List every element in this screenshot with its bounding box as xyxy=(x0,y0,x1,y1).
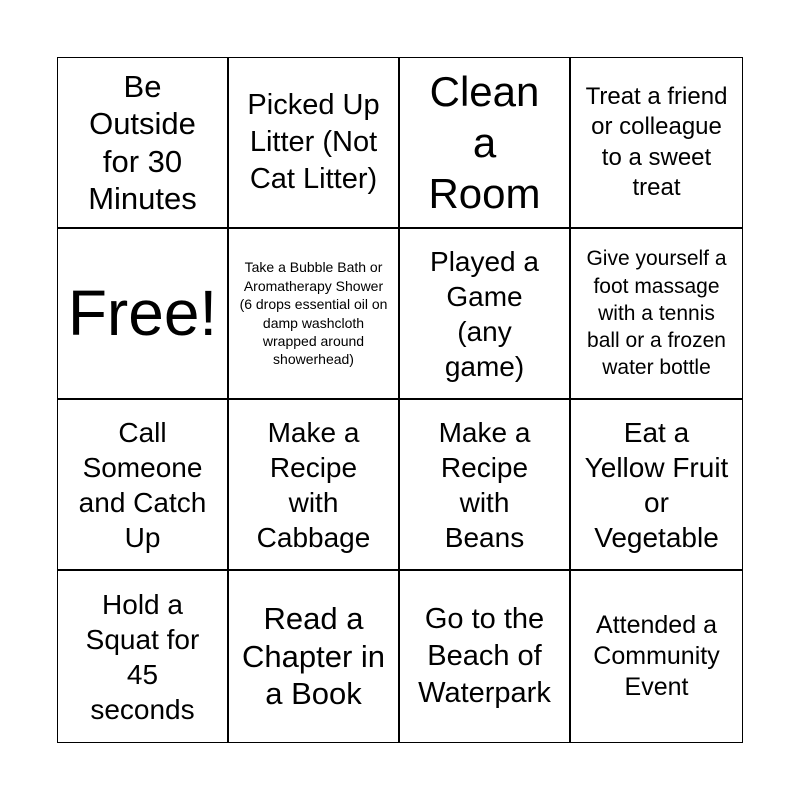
free-space-cell[interactable] xyxy=(58,229,229,400)
bingo-cell-label: Give yourself a foot massage with a tennis ball or a frozen water bottle xyxy=(586,247,727,380)
bingo-cell[interactable] xyxy=(58,58,229,229)
bingo-cell-label: Picked Up Litter (Not Cat Litter) xyxy=(247,88,380,196)
bingo-cell[interactable] xyxy=(400,400,571,571)
bingo-cell-label: Hold a Squat for 45 seconds xyxy=(85,588,200,725)
bingo-cell-label: Played a Game (any game) xyxy=(430,245,539,382)
bingo-cell-label: Treat a friend or colleague to a sweet treat xyxy=(585,82,728,201)
bingo-cell[interactable] xyxy=(229,571,400,742)
bingo-cell[interactable] xyxy=(571,571,742,742)
bingo-cell-label: Make a Recipe with Cabbage xyxy=(256,416,371,553)
bingo-cell[interactable] xyxy=(571,229,742,400)
bingo-cell[interactable] xyxy=(571,400,742,571)
bingo-board xyxy=(57,57,743,743)
bingo-cell[interactable] xyxy=(400,229,571,400)
bingo-cell[interactable] xyxy=(400,571,571,742)
bingo-cell-label: Clean a Room xyxy=(428,67,541,218)
bingo-cell-label: Read a Chapter in a Book xyxy=(241,601,386,712)
bingo-cell[interactable] xyxy=(571,58,742,229)
bingo-cell[interactable] xyxy=(229,400,400,571)
bingo-cell-label: Make a Recipe with Beans xyxy=(438,416,531,553)
bingo-cell-label: Go to the Beach of Waterpark xyxy=(418,602,551,710)
bingo-cell-label: Eat a Yellow Fruit or Vegetable xyxy=(584,416,729,553)
free-space-label: Free! xyxy=(67,276,218,349)
bingo-cell[interactable] xyxy=(229,229,400,400)
bingo-cell-label: Attended a Community Event xyxy=(593,610,720,702)
bingo-cell[interactable] xyxy=(58,400,229,571)
bingo-cell-label: Be Outside for 30 Minutes xyxy=(88,68,197,216)
bingo-cell[interactable] xyxy=(400,58,571,229)
bingo-cell-label: Call Someone and Catch Up xyxy=(78,416,207,553)
bingo-cell[interactable] xyxy=(229,58,400,229)
bingo-cell-label: Take a Bubble Bath or Aromatherapy Shower (6 drops essential oil on damp washcloth wrapped around showerhead) xyxy=(239,259,388,368)
bingo-cell[interactable] xyxy=(58,571,229,742)
